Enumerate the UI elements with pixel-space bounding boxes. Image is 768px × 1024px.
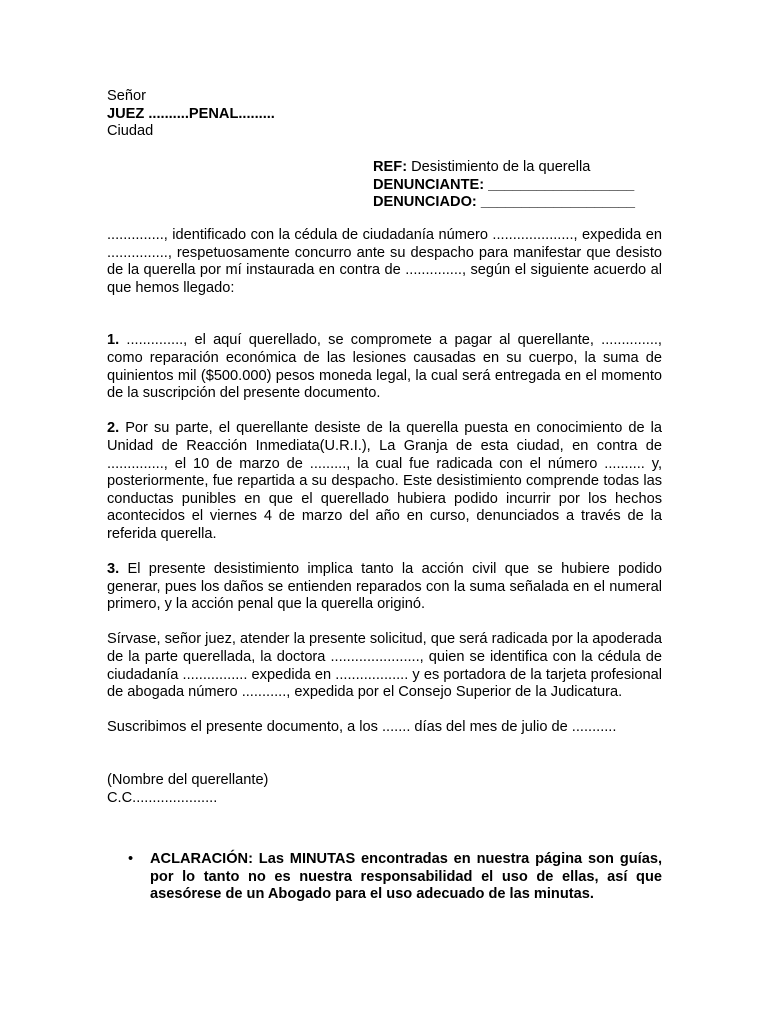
signature-name: (Nombre del querellante) (107, 772, 269, 789)
reference-label: REF: (373, 159, 408, 175)
clause-3-text: El presente desistimiento implica tanto la acción civil que se hubiere podido generar, pues los daños se entienden reparados con la suma señalada en el numeral primero, y la acción penal que la querella originó. (107, 561, 662, 613)
reference-block (373, 159, 673, 212)
addressee-block (107, 88, 507, 141)
disclaimer-item (128, 851, 662, 904)
addressee-city: Ciudad (107, 123, 154, 140)
clause-1-number: 1. (107, 332, 120, 349)
closing-paragraph: Suscribimos el presente documento, a los ....... días del mes de julio de ........... (107, 719, 617, 736)
clause-3 (107, 561, 662, 614)
bullet-icon: • (128, 851, 134, 867)
reference-subject: Desistimiento de la querella (407, 159, 591, 175)
signature-block (107, 772, 662, 807)
denunciante-line: DENUNCIANTE: __________________ (373, 176, 635, 193)
clause-2-number: 2. (107, 420, 120, 437)
clause-1-text: .............., el aquí querellado, se compromete a pagar al querellante, .............., como reparación económica de las lesiones causadas en su cuerpo, la suma de quinientos mil ($500.000) pesos moneda legal, la cual será entregada en el momento de la suscripción del presente documento. (107, 332, 662, 402)
addressee-judge: JUEZ ..........PENAL......... (107, 105, 275, 122)
clause-3-number: 3. (107, 561, 120, 578)
disclaimer-note (128, 851, 662, 904)
disclaimer-list (128, 851, 662, 904)
request-paragraph: Sírvase, señor juez, atender la presente solicitud, que será radicada por la apoderada de la parte querellada, la doctora ......................, quien se identifica con la cédula de ciudadanía ................ expedida en .................. y es portadora de la tarjeta profesional de abogada número ..........., expedida por el Consejo Superior de la Judicatura. (107, 631, 662, 701)
denunciado-line: DENUNCIADO: ___________________ (373, 194, 636, 211)
clause-1 (107, 332, 662, 402)
intro-paragraph: .............., identificado con la cédula de ciudadanía número ...................., expedida en ..............., respetuosamente concurro ante su despacho para manifestar que desisto de la querella por mí instaurada en contra de .............., según el siguiente acuerdo al que hemos llegado: (107, 227, 662, 296)
document-body (107, 227, 662, 807)
reference-line (373, 159, 673, 177)
addressee-salutation: Señor (107, 88, 146, 104)
clause-2-text: Por su parte, el querellante desiste de la querella puesta en conocimiento de la Unidad de Reacción Inmediata(U.R.I.), La Granja de esta ciudad, en contra de .............., el 10 de marzo de ........., la cual fue radicada con el número .......... y, posteriormente, fue repartida a su despacho. Este desistimiento comprende todas las conductas punibles en que el querellado hubiera podido incurrir por los hechos acontecidos el viernes 4 de marzo del año en curso, denunciados a través de la referida querella. (107, 420, 662, 542)
signature-id: C.C..................... (107, 789, 218, 806)
clause-2 (107, 420, 662, 543)
disclaimer-text: ACLARACIÓN: Las MINUTAS encontradas en nuestra página son guías, por lo tanto no es nuestra responsabilidad el uso de ellas, así que asesórese de un Abogado para el uso adecuado de las minutas. (150, 851, 662, 903)
